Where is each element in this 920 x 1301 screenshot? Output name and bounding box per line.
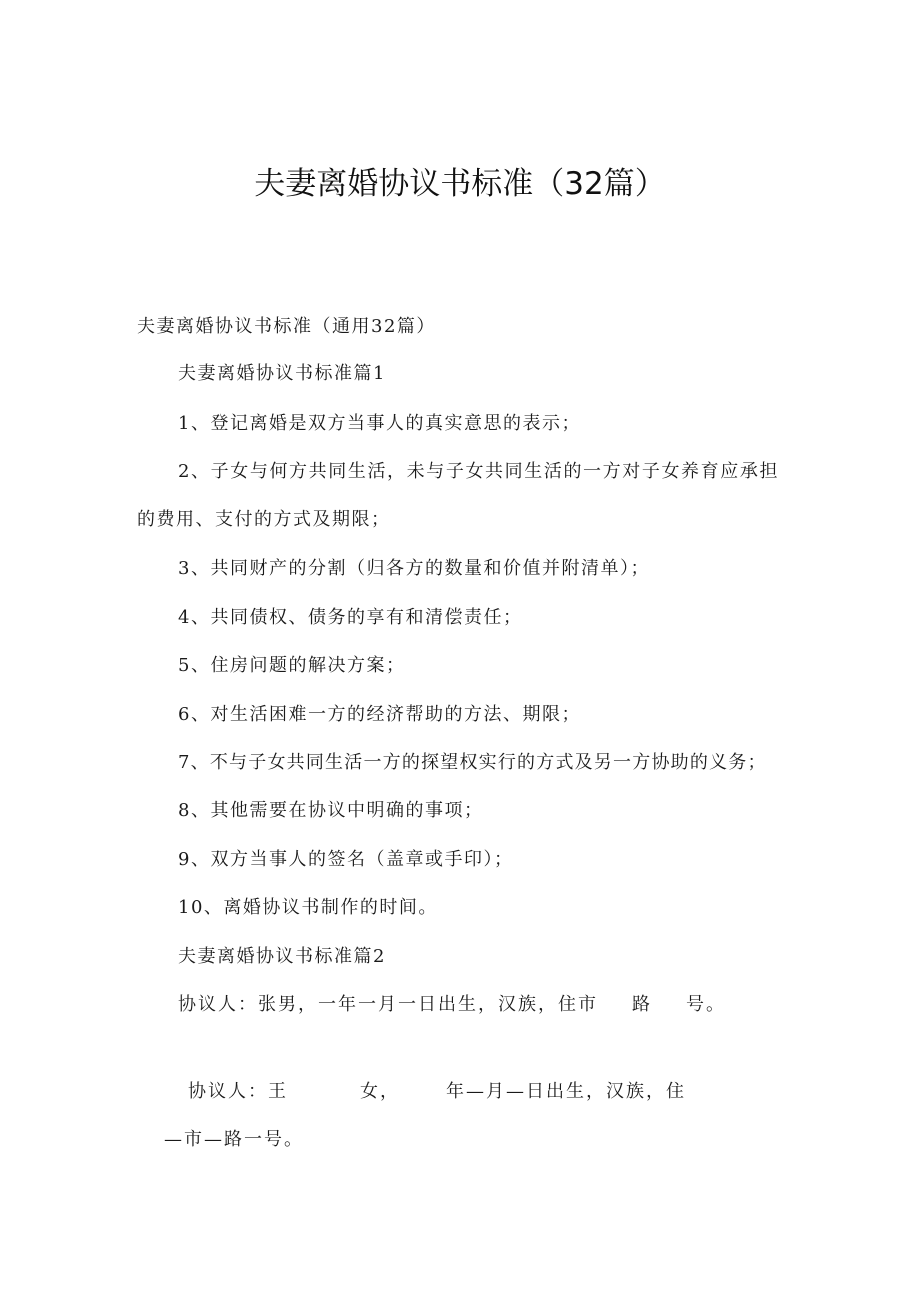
list-item: 8、其他需要在协议中明确的事项；: [178, 800, 484, 821]
list-item: 2、子女与何方共同生活，未与子女共同生活的一方对子女养育应承担: [178, 461, 780, 482]
list-item: 6、对生活困难一方的经济帮助的方法、期限；: [178, 704, 581, 725]
list-item: 7、不与子女共同生活一方的探望权实行的方式及另一方协助的义务；: [178, 752, 767, 773]
list-item: 1、登记离婚是双方当事人的真实意思的表示；: [178, 413, 581, 434]
party-1-road: 路: [632, 994, 652, 1015]
party-1-number: 号。: [686, 994, 726, 1015]
list-item: 10、离婚协议书制作的时间。: [178, 897, 438, 918]
document-title: 夫妻离婚协议书标准（32篇）: [254, 166, 666, 202]
party-2-birth: 年—月—日出生，汉族，住: [446, 1081, 686, 1102]
list-item: 5、住房问题的解决方案；: [178, 655, 406, 676]
list-item: 4、共同债权、债务的享有和清偿责任；: [178, 607, 523, 628]
list-item: 3、共同财产的分割（归各方的数量和价值并附清单）；: [178, 558, 650, 579]
list-item-continuation: 的费用、支付的方式及期限；: [137, 509, 391, 530]
party-2-name: 协议人：王: [188, 1081, 288, 1102]
party-2-address: —市—路一号。: [164, 1129, 304, 1150]
party-1-line: [178, 990, 726, 1016]
party-2-line: [188, 1077, 686, 1103]
party-1-text: 协议人：张男，一年一月一日出生，汉族，住市: [178, 994, 598, 1015]
section-heading-2: 夫妻离婚协议书标准篇2: [178, 946, 386, 967]
party-2-gender: 女，: [360, 1081, 400, 1102]
section-heading-1: 夫妻离婚协议书标准篇1: [178, 363, 386, 384]
list-item: 9、双方当事人的签名（盖章或手印）；: [178, 849, 514, 870]
intro-line: 夫妻离婚协议书标准（通用32篇）: [137, 316, 436, 337]
